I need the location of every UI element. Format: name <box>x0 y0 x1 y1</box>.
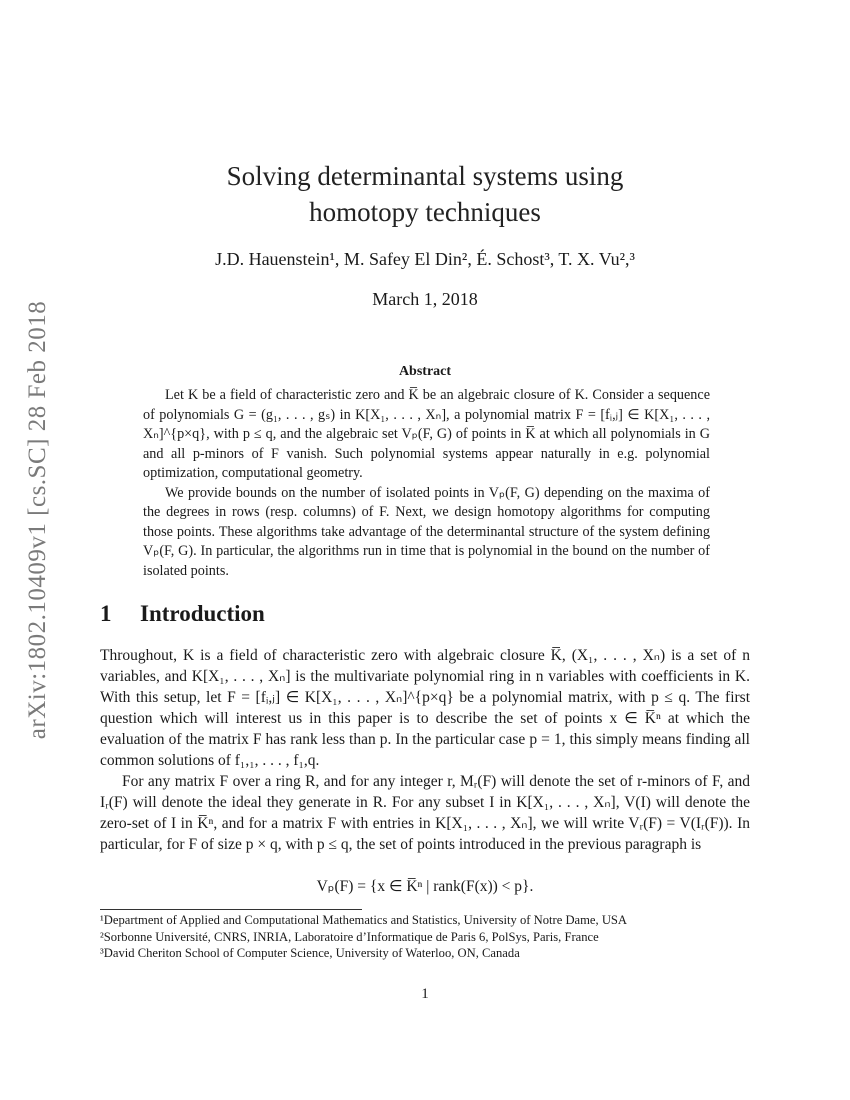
section-heading <box>100 601 265 627</box>
abstract-body <box>143 386 710 581</box>
footnote-divider <box>100 909 362 910</box>
footnote-item: ¹Department of Applied and Computational Mathematics and Statistics, University of Notre Dame, USA <box>100 913 628 927</box>
title-line-2: homotopy techniques <box>309 197 541 227</box>
publication-date: March 1, 2018 <box>372 289 478 309</box>
section-number: 1 <box>100 601 112 626</box>
body-paragraph: Throughout, K is a field of characteristic zero with algebraic closure K̅, (X₁, . . . , Xₙ) is a set of n variables, and K[X₁, . . . , Xₙ] is the multivariate polynomial ring in n variables with coefficients in K. With this setup, let F = [fᵢ,ⱼ] ∈ K[X₁, . . . , Xₙ]^{p×q} be a polynomial matrix, with p ≤ q. The first question which will interest us in this paper is to describe the set of points x ∈ K̅ⁿ at which the evaluation of the matrix F has rank less than p. In the particular case p = 1, this simply means finding all common solutions of f₁,₁, . . . , f₁,q. <box>100 647 750 769</box>
author-list: J.D. Hauenstein¹, M. Safey El Din², É. Schost³, T. X. Vu²,³ <box>215 249 635 269</box>
footnote-item: ²Sorbonne Université, CNRS, INRIA, Laboratoire d’Informatique de Paris 6, PolSys, Paris, France <box>100 929 599 944</box>
abstract-paragraph: We provide bounds on the number of isolated points in Vₚ(F, G) depending on the maxima of the degrees in rows (resp. columns) of F. Next, we design homotopy algorithms for computing those points. These algorithms take advantage of the determinantal structure of the system defining Vₚ(F, G). In particular, the algorithms run in time that is polynomial in the bound on the number of isolated points. <box>143 484 710 579</box>
footnote-item: ³David Cheriton School of Computer Science, University of Waterloo, ON, Canada <box>100 946 520 960</box>
footnotes <box>100 912 780 962</box>
display-equation: Vₚ(F) = {x ∈ K̅ⁿ | rank(F(x)) < p}. <box>316 878 534 895</box>
paper-title <box>150 158 700 230</box>
body-paragraph: For any matrix F over a ring R, and for any integer r, Mᵣ(F) will denote the set of r-minors of F, and Iᵣ(F) will denote the ideal they generate in R. For any subset I in K[X₁, . . . , Xₙ], V(I) will denote the zero-set of I in K̅ⁿ, and for a matrix F with entries in K[X₁, . . . , Xₙ], we will write Vᵣ(F) = V(Iᵣ(F)). In particular, for F of size p × q, with p ≤ q, the set of points introduced in the previous paragraph is <box>100 773 750 853</box>
title-line-1: Solving determinantal systems using <box>226 161 624 191</box>
section-title-text: Introduction <box>140 601 265 626</box>
page-number: 1 <box>421 986 429 1002</box>
introduction-body <box>100 645 750 855</box>
abstract-paragraph: Let K be a field of characteristic zero and K̅ be an algebraic closure of K. Consider a sequence of polynomials G = (g₁, . . . , gₛ) in K[X₁, . . . , Xₙ], a polynomial matrix F = [fᵢ,ⱼ] ∈ K[X₁, . . . , Xₙ]^{p×q}, with p ≤ q, and the algebraic set Vₚ(F, G) of points in K̅ at which all polynomials in G and all p-minors of F vanish. Such polynomial systems appear naturally in e.g. polynomial optimization, computational geometry. <box>143 387 710 481</box>
arxiv-identifier-stamp: arXiv:1802.10409v1 [cs.SC] 28 Feb 2018 <box>24 300 51 740</box>
abstract-heading: Abstract <box>398 364 452 379</box>
